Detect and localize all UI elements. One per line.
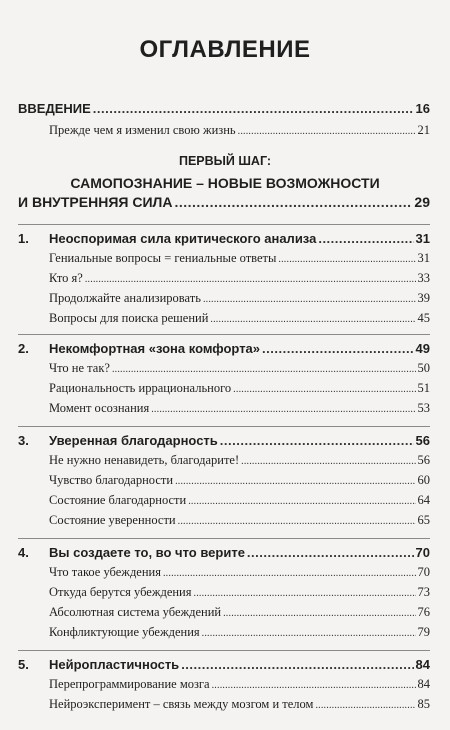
entry-page: 84 xyxy=(417,677,430,691)
entry-page: 21 xyxy=(417,123,430,137)
entry-label: Что такое убеждения xyxy=(49,565,161,579)
leader-dots xyxy=(318,231,413,246)
leader-dots xyxy=(93,101,414,116)
toc-chapter[interactable] xyxy=(18,657,430,672)
entry-label: Состояние благодарности xyxy=(49,493,187,507)
entry-page: 51 xyxy=(417,381,430,395)
entry-page: 45 xyxy=(417,311,430,325)
toc-entry-part1[interactable] xyxy=(18,194,430,210)
chapter-number: 3. xyxy=(18,433,29,448)
entry-page: 16 xyxy=(415,101,430,116)
entry-page: 65 xyxy=(417,513,430,527)
entry-page: 85 xyxy=(417,697,430,711)
entry-label: Вопросы для поиска решений xyxy=(49,311,209,325)
toc-subentry[interactable] xyxy=(18,585,430,600)
entry-page: 53 xyxy=(417,401,430,415)
entry-label: Нейроэксперимент – связь между мозгом и телом xyxy=(49,697,314,711)
entry-page: 39 xyxy=(417,291,430,305)
entry-label: Состояние уверенности xyxy=(49,513,176,527)
entry-page: 33 xyxy=(417,271,430,285)
leader-dots xyxy=(85,274,416,285)
toc-subentry[interactable] xyxy=(18,697,430,712)
page-title: ОГЛАВЛЕНИЕ xyxy=(139,36,311,63)
leader-dots xyxy=(241,456,415,467)
toc-subentry[interactable] xyxy=(18,565,430,580)
entry-label: Некомфортная «зона комфорта» xyxy=(49,341,261,356)
entry-label: Что не так? xyxy=(49,361,110,375)
entry-page: 31 xyxy=(417,251,430,265)
entry-page: 70 xyxy=(415,545,430,560)
entry-page: 73 xyxy=(417,585,430,599)
leader-dots xyxy=(212,680,416,691)
part-title-line1: САМОПОЗНАНИЕ – НОВЫЕ ВОЗМОЖНОСТИ xyxy=(70,175,380,191)
toc-subentry[interactable] xyxy=(18,271,430,286)
chapter-rule xyxy=(18,650,430,651)
leader-dots xyxy=(181,657,413,672)
toc-chapter[interactable] xyxy=(18,433,430,448)
entry-page: 79 xyxy=(417,625,430,639)
entry-label: Конфликтующие убеждения xyxy=(49,625,200,639)
entry-label: Вы создаете то, во что верите xyxy=(49,545,245,560)
leader-dots xyxy=(202,628,416,639)
leader-dots xyxy=(112,364,416,375)
entry-page: 60 xyxy=(417,473,430,487)
entry-label: Перепрограммирование мозга xyxy=(49,677,210,691)
toc-subentry[interactable] xyxy=(18,625,430,640)
entry-page: 56 xyxy=(415,433,430,448)
entry-label: Рациональность иррационального xyxy=(49,381,232,395)
entry-label: Неоспоримая сила критического анализа xyxy=(49,231,317,246)
chapter-rule xyxy=(18,334,430,335)
part-title-line2: И ВНУТРЕННЯЯ СИЛА xyxy=(18,194,173,210)
entry-label: Абсолютная система убеждений xyxy=(49,605,222,619)
leader-dots xyxy=(238,126,416,137)
entry-label: ВВЕДЕНИЕ xyxy=(18,101,91,116)
chapter-rule xyxy=(18,538,430,539)
toc-chapter[interactable] xyxy=(18,545,430,560)
leader-dots xyxy=(233,384,415,395)
leader-dots xyxy=(175,476,415,487)
toc-subentry[interactable] xyxy=(18,381,430,396)
toc-chapter[interactable] xyxy=(18,231,430,246)
entry-page: 31 xyxy=(415,231,430,246)
entry-page: 70 xyxy=(417,565,430,579)
toc-subentry[interactable] xyxy=(18,677,430,692)
leader-dots xyxy=(178,516,416,527)
entry-page: 76 xyxy=(417,605,430,619)
chapter-rule xyxy=(18,224,430,225)
toc-subentry[interactable] xyxy=(18,473,430,488)
entry-label: Чувство благодарности xyxy=(49,473,174,487)
toc-subentry[interactable] xyxy=(18,291,430,306)
toc-subentry[interactable] xyxy=(18,453,430,468)
entry-label: Момент осознания xyxy=(49,401,150,415)
leader-dots xyxy=(151,404,415,415)
leader-dots xyxy=(194,588,416,599)
leader-dots xyxy=(163,568,416,579)
leader-dots xyxy=(203,294,416,305)
entry-label: Кто я? xyxy=(49,271,83,285)
chapter-number: 5. xyxy=(18,657,29,672)
leader-dots xyxy=(174,194,412,210)
chapter-number: 2. xyxy=(18,341,29,356)
chapter-rule xyxy=(18,426,430,427)
toc-subentry[interactable] xyxy=(18,123,430,138)
entry-label: Не нужно ненавидеть, благодарите! xyxy=(49,453,240,467)
part-label: ПЕРВЫЙ ШАГ: xyxy=(178,154,272,168)
leader-dots xyxy=(223,608,415,619)
toc-subentry[interactable] xyxy=(18,361,430,376)
toc-subentry[interactable] xyxy=(18,311,430,326)
entry-label: Откуда берутся убеждения xyxy=(49,585,192,599)
toc-subentry[interactable] xyxy=(18,605,430,620)
entry-label: Прежде чем я изменил свою жизнь xyxy=(49,123,236,137)
entry-page: 49 xyxy=(415,341,430,356)
chapter-number: 4. xyxy=(18,545,29,560)
entry-page: 64 xyxy=(417,493,430,507)
leader-dots xyxy=(278,254,415,265)
toc-chapter[interactable] xyxy=(18,341,430,356)
entry-label: Гениальные вопросы = гениальные ответы xyxy=(49,251,277,265)
chapter-number: 1. xyxy=(18,231,29,246)
leader-dots xyxy=(262,341,414,356)
entry-page: 29 xyxy=(414,194,430,210)
leader-dots xyxy=(315,700,415,711)
entry-page: 56 xyxy=(417,453,430,467)
entry-page: 84 xyxy=(415,657,430,672)
toc-subentry[interactable] xyxy=(18,401,430,416)
leader-dots xyxy=(210,314,415,325)
toc-subentry[interactable] xyxy=(18,251,430,266)
entry-page: 50 xyxy=(417,361,430,375)
entry-label: Нейропластичность xyxy=(49,657,180,672)
toc-subentry[interactable] xyxy=(18,493,430,508)
leader-dots xyxy=(188,496,415,507)
toc-entry-intro[interactable] xyxy=(18,101,430,116)
entry-label: Уверенная благодарность xyxy=(49,433,218,448)
leader-dots xyxy=(247,545,414,560)
leader-dots xyxy=(220,433,414,448)
toc-subentry[interactable] xyxy=(18,513,430,528)
entry-label: Продолжайте анализировать xyxy=(49,291,201,305)
